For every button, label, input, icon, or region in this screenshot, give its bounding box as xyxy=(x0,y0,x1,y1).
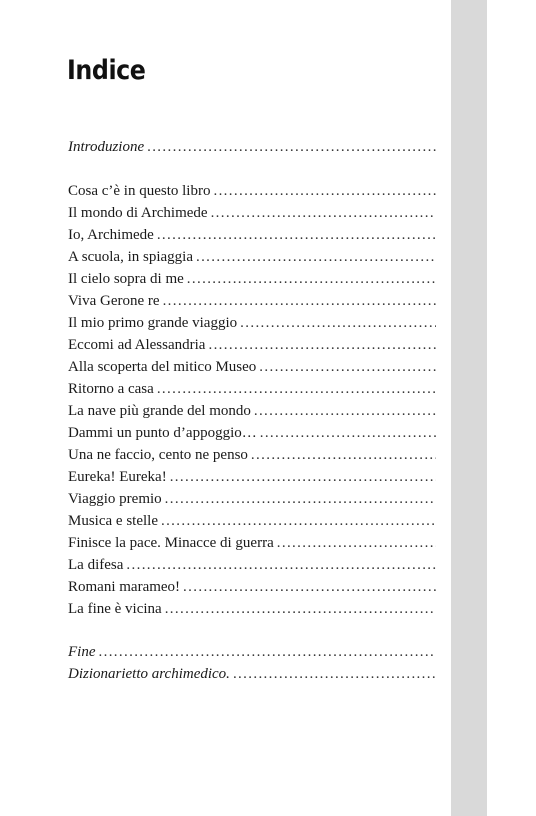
toc-entry xyxy=(68,555,474,575)
toc-entry-title: Il mio primo grande viaggio xyxy=(68,315,238,331)
toc-entry-introduzione xyxy=(68,137,474,157)
toc-entry xyxy=(68,203,474,223)
right-margin xyxy=(487,0,536,816)
toc-entry-title: Eureka! Eureka! xyxy=(68,469,167,485)
toc-entry-dizionarietto xyxy=(68,664,474,684)
toc-entry xyxy=(68,467,474,487)
toc-entry-title: Cosa c’è in questo libro xyxy=(68,183,211,199)
toc-entry xyxy=(68,247,474,267)
toc-leader-dots xyxy=(251,445,436,465)
toc-entry xyxy=(68,445,474,465)
toc-entry-title: La fine è vicina xyxy=(68,601,162,617)
toc-entry-title: Eccomi ad Alessandria xyxy=(68,337,206,353)
toc-entry-title: Viva Gerone re xyxy=(68,293,160,309)
toc-leader-dots xyxy=(187,269,436,289)
page-edge-strip xyxy=(451,0,487,816)
toc-entry xyxy=(68,379,474,399)
toc-entry-title: Finisce la pace. Minacce di guerra xyxy=(68,535,274,551)
toc-leader-dots xyxy=(165,599,436,619)
toc-entry-title: Romani marameo! xyxy=(68,579,181,595)
toc-leader-dots xyxy=(260,423,436,443)
toc-leader-dots xyxy=(170,467,436,487)
toc-entry-title: Dizionarietto archimedico. xyxy=(68,666,230,682)
toc-entry-title: Musica e stelle xyxy=(68,513,158,529)
toc-entry xyxy=(68,599,474,619)
toc-leader-dots xyxy=(99,642,437,662)
toc-leader-dots xyxy=(254,401,436,421)
toc-leader-dots xyxy=(277,533,436,553)
toc-entry-title: Introduzione xyxy=(68,139,145,155)
toc-entry xyxy=(68,533,474,553)
toc-leader-dots xyxy=(157,225,436,245)
toc-entry-title: Una ne faccio, cento ne penso xyxy=(68,447,248,463)
toc-entry xyxy=(68,489,474,509)
toc-entry xyxy=(68,181,474,201)
toc-entry-title: A scuola, in spiaggia xyxy=(68,249,193,265)
toc-entry-title: Alla scoperta del mitico Museo xyxy=(68,359,257,375)
toc-leader-dots xyxy=(147,137,436,157)
toc-entry xyxy=(68,401,474,421)
toc-leader-dots xyxy=(161,511,436,531)
toc-leader-dots xyxy=(157,379,436,399)
toc-entry xyxy=(68,511,474,531)
toc-entry-title: Ritorno a casa xyxy=(68,381,154,397)
toc-entry-title: La nave più grande del mondo xyxy=(68,403,251,419)
toc-leader-dots xyxy=(233,664,436,684)
toc-leader-dots xyxy=(240,313,436,333)
toc-leader-dots xyxy=(211,203,436,223)
toc-leader-dots xyxy=(208,335,436,355)
toc-entry xyxy=(68,335,474,355)
toc-entry xyxy=(68,291,474,311)
toc-entry-title: Dammi un punto d’appoggio… xyxy=(68,425,257,441)
toc-entry xyxy=(68,423,474,443)
toc-leader-dots xyxy=(163,291,436,311)
toc-leader-dots xyxy=(165,489,436,509)
toc-entry-title: Il mondo di Archimede xyxy=(68,205,208,221)
toc-leader-dots xyxy=(259,357,436,377)
toc-entry xyxy=(68,313,474,333)
toc-entry-title: Il cielo sopra di me xyxy=(68,271,184,287)
toc-leader-dots xyxy=(213,181,436,201)
toc-entry xyxy=(68,269,474,289)
toc-entry-title: Fine xyxy=(68,644,96,660)
toc-entry-fine xyxy=(68,642,474,662)
toc-leader-dots xyxy=(126,555,436,575)
toc-entry xyxy=(68,577,474,597)
page-title: Indice xyxy=(67,55,146,86)
toc-entry-title: La difesa xyxy=(68,557,124,573)
toc-entry-title: Viaggio premio xyxy=(68,491,162,507)
toc-entry-title: Io, Archimede xyxy=(68,227,154,243)
toc-entry xyxy=(68,225,474,245)
toc-entry xyxy=(68,357,474,377)
toc-leader-dots xyxy=(196,247,436,267)
toc-leader-dots xyxy=(183,577,436,597)
